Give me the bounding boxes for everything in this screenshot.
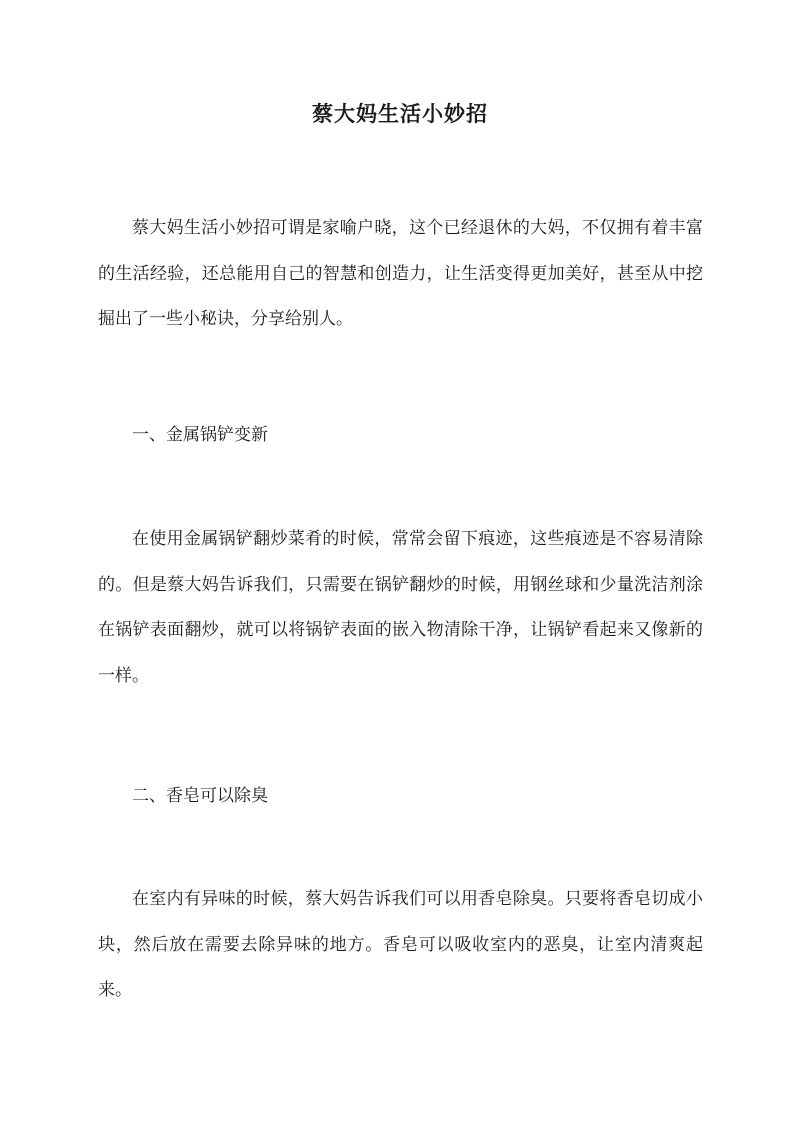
section-body-1: 在使用金属锅铲翻炒菜肴的时候，常常会留下痕迹，这些痕迹是不容易清除的。但是蔡大妈告诉我们，只需要在锅铲翻炒的时候，用钢丝球和少量洗洁剂涂在锅铲表面翻炒，就可以将锅铲表面的嵌入物清除干净，让锅铲看起来又像新的一样。 [98, 529, 703, 686]
section-body-2: 在室内有异味的时候，蔡大妈告诉我们可以用香皂除臭。只要将香皂切成小块，然后放在需要去除异味的地方。香皂可以吸收室内的恶臭，让室内清爽起来。 [98, 889, 703, 1000]
section-heading-1: 一、金属锅铲变新 [132, 425, 268, 445]
document-title: 蔡大妈生活小妙招 [312, 101, 488, 126]
intro-paragraph: 蔡大妈生活小妙招可谓是家喻户晓，这个已经退休的大妈，不仅拥有着丰富的生活经验，还总能用自己的智慧和创造力，让生活变得更加美好，甚至从中挖掘出了一些小秘诀，分享给别人。 [98, 218, 703, 329]
section-heading-2: 二、香皂可以除臭 [132, 786, 268, 806]
